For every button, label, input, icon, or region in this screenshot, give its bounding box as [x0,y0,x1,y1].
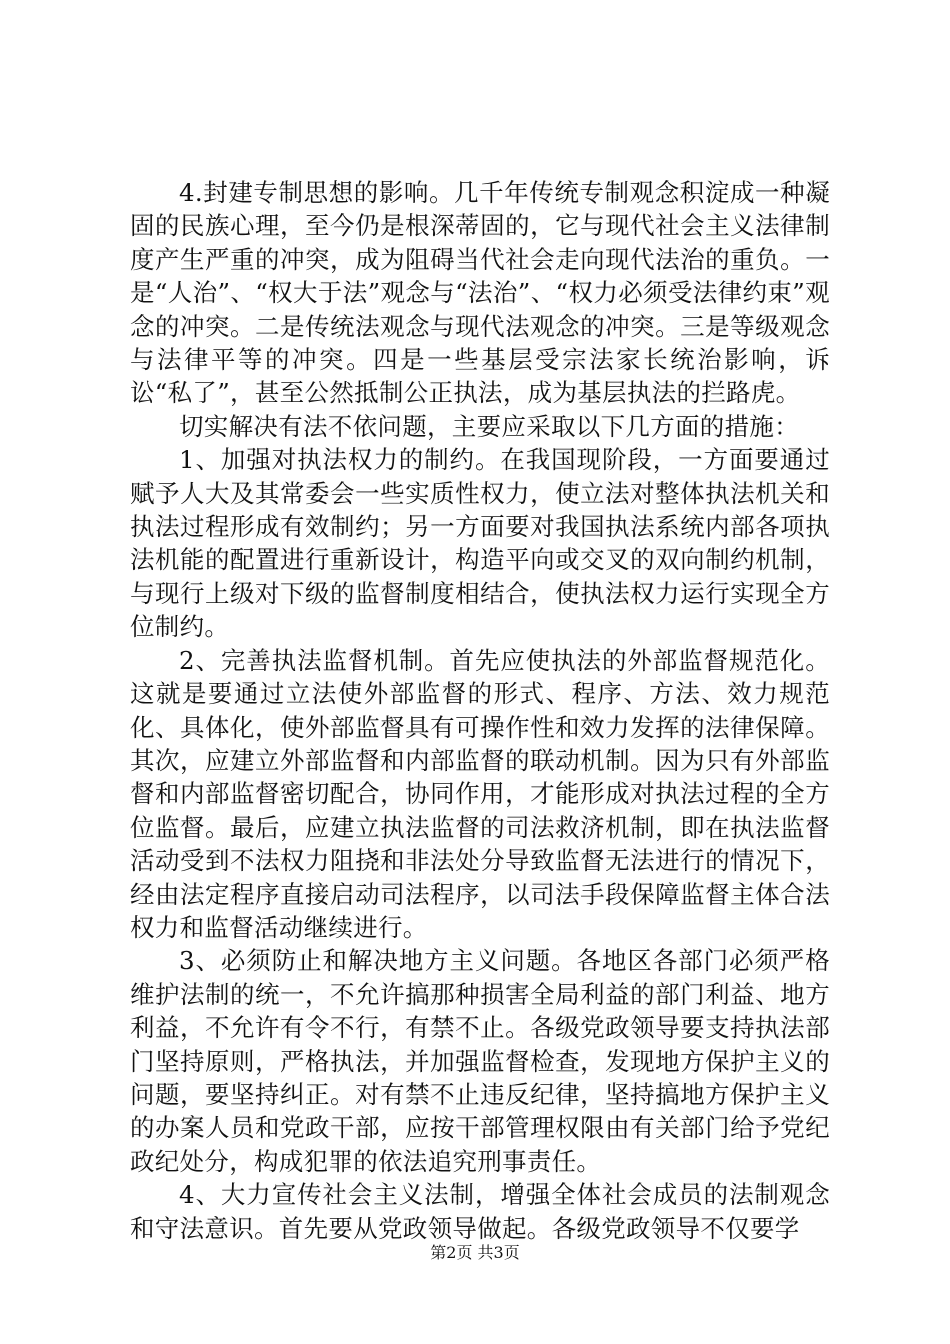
page-footer [0,1240,950,1263]
paragraph-measures-intro: 切实解决有法不依问题，主要应采取以下几方面的措施： [179,411,799,441]
paragraph-measure-1: 1、加强对执法权力的制约。在我国现阶段，一方面要通过赋予人大及其常委会一些实质性权力，使立法对整体执法机关和执法过程形成有效制约；另一方面要对我国执法系统内部各项执法机能的配置进行重新设计，构造平向或交叉的双向制约机制，与现行上级对下级的监督制度相结合，使执法权力运行实现全方位制约。 [130,445,830,642]
paragraph-feudal-influence: 4.封建专制思想的影响。几千年传统专制观念积淀成一种凝固的民族心理，至今仍是根深蒂固的，它与现代社会主义法律制度产生严重的冲突，成为阻碍当代社会走向现代法治的重负。一是“人治”、“权大于法”观念与“法治”、“权力必须受法律约束”观念的冲突。二是传统法观念与现代法观念的冲突。三是等级观念与法律平等的冲突。四是一些基层受宗法家长统治影响，诉讼“私了”，甚至公然抵制公正执法，成为基层执法的拦路虎。 [130,178,830,408]
paragraph-measure-4: 4、大力宣传社会主义法制，增强全体社会成员的法制观念和守法意识。首先要从党政领导做起。各级党政领导不仅要学 [130,1180,830,1243]
paragraph-measure-3: 3、必须防止和解决地方主义问题。各地区各部门必须严格维护法制的统一，不允许搞那种损害全局利益的部门利益、地方利益，不允许有令不行，有禁不止。各级党政领导要支持执法部门坚持原则，严格执法，并加强监督检查，发现地方保护主义的问题，要坚持纠正。对有禁不止违反纪律，坚持搞地方保护主义的办案人员和党政干部，应按干部管理权限由有关部门给予党纪政纪处分，构成犯罪的依法追究刑事责任。 [130,946,830,1176]
page-number-label: 第2页 共3页 [430,1243,520,1262]
document-body [130,176,830,1245]
paragraph-measure-2: 2、完善执法监督机制。首先应使执法的外部监督规范化。这就是要通过立法使外部监督的形式、程序、方法、效力规范化、具体化，使外部监督具有可操作性和效力发挥的法律保障。其次，应建立外部监督和内部监督的联动机制。因为只有外部监督和内部监督密切配合，协同作用，才能形成对执法过程的全方位监督。最后，应建立执法监督的司法救济机制，即在执法监督活动受到不法权力阻挠和非法处分导致监督无法进行的情况下，经由法定程序直接启动司法程序，以司法手段保障监督主体合法权力和监督活动继续进行。 [130,645,830,942]
